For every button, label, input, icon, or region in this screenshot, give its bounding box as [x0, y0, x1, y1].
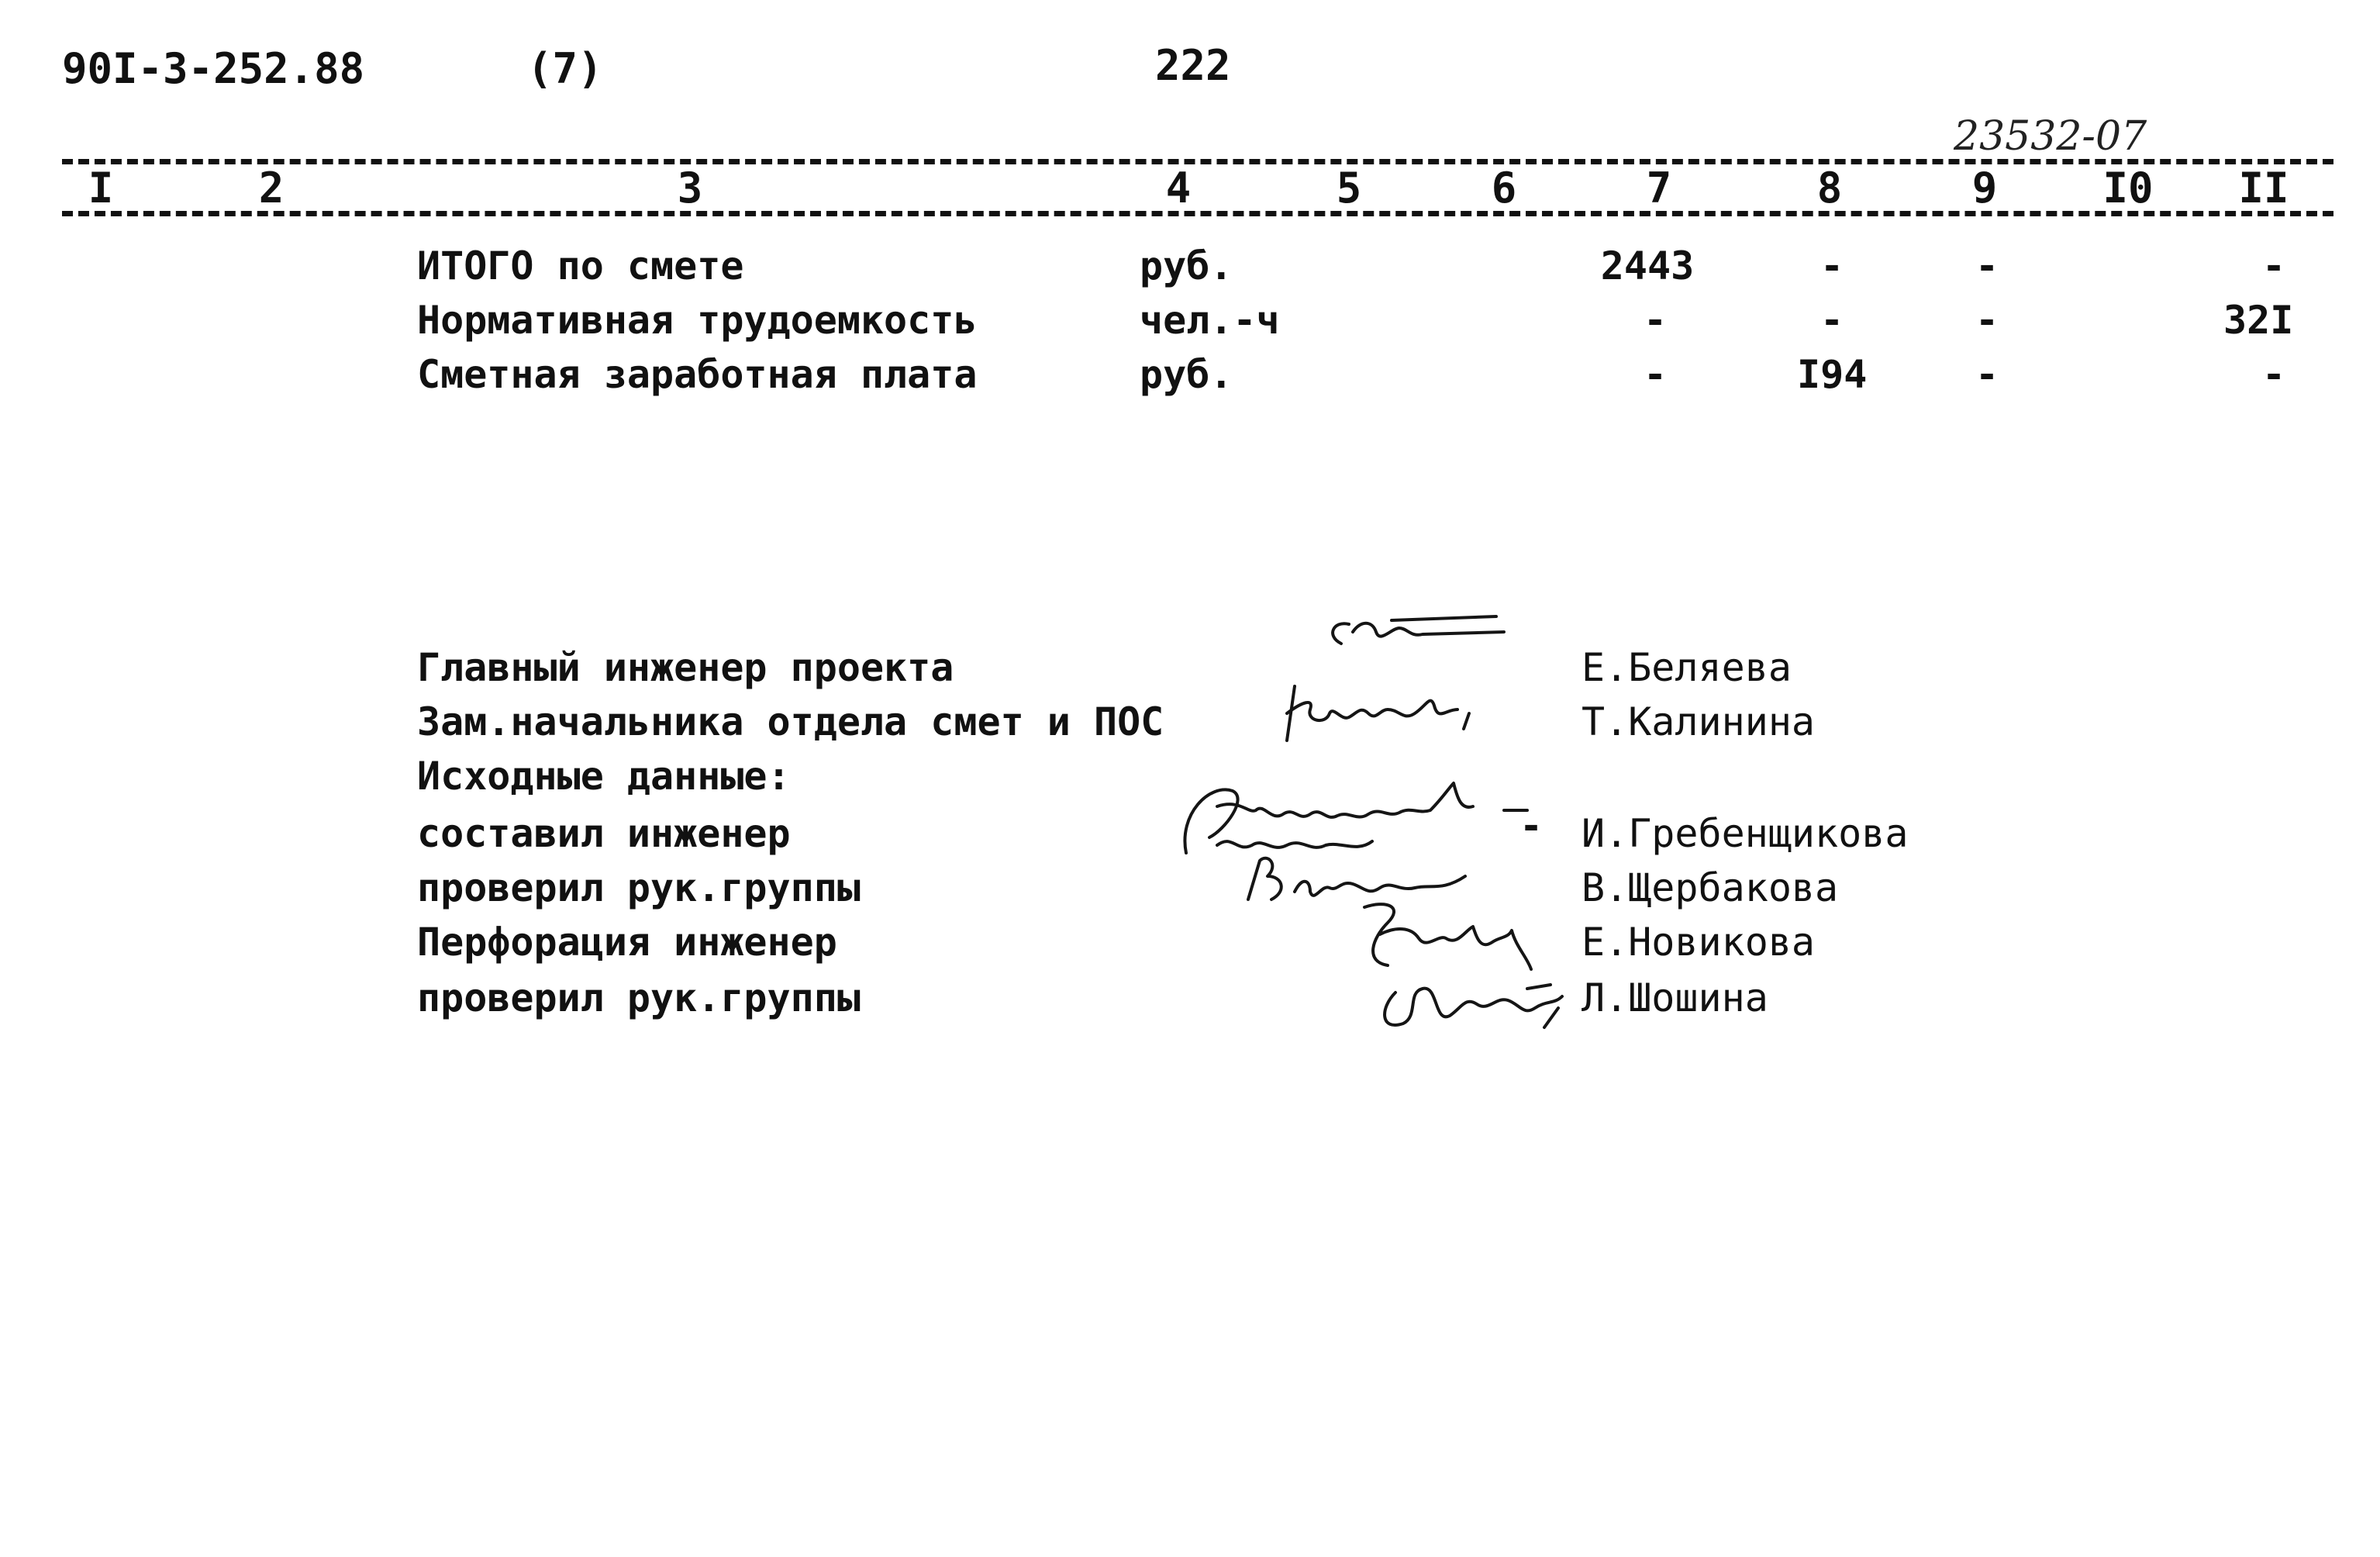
row-col11: - [2262, 243, 2286, 288]
column-header-10: I0 [2102, 164, 2154, 212]
row-col9: - [1975, 352, 1999, 397]
sheet-mark: (7) [527, 44, 603, 93]
row-col9: - [1975, 298, 1999, 343]
column-header-5: 5 [1336, 164, 1362, 212]
name-novikova: Е.Новикова [1581, 920, 1816, 965]
name-shcherbakova: В.Щербакова [1581, 865, 1839, 910]
column-header-1: I [88, 164, 114, 212]
row-name: Нормативная трудоемкость [417, 298, 978, 343]
role-deputy-head: Зам.начальника отдела смет и ПОС [417, 699, 1164, 744]
page-number: 222 [1155, 41, 1231, 90]
signature-dash: - [1519, 803, 1544, 848]
row-col7: - [1644, 352, 1668, 397]
row-unit: руб. [1140, 243, 1233, 288]
column-header-8: 8 [1816, 164, 1843, 212]
row-name: Сметная заработная плата [417, 352, 978, 397]
role-source-data: Исходные данные: [417, 754, 791, 799]
row-col11: - [2262, 352, 2286, 397]
role-compiled-by: составил инженер [417, 811, 791, 856]
row-col8: - [1820, 298, 1844, 343]
name-kalinina: Т.Калинина [1581, 699, 1816, 744]
row-col7: 2443 [1600, 243, 1695, 288]
row-col9: - [1975, 243, 1999, 288]
name-shoshina: Л.Шошина [1581, 975, 1768, 1020]
row-col8: I94 [1797, 352, 1868, 397]
column-header-11: II [2238, 164, 2289, 212]
signature-shoshina [1364, 961, 1581, 1039]
column-header-3: 3 [677, 164, 703, 212]
column-header-2: 2 [258, 164, 285, 212]
signature-belyaeva [1318, 605, 1519, 659]
row-unit: чел.-ч [1140, 298, 1280, 343]
signature-kalinina [1271, 675, 1504, 744]
column-header-6: 6 [1491, 164, 1517, 212]
role-chief-engineer: Главный инженер проекта [417, 645, 954, 690]
row-col8: - [1820, 243, 1844, 288]
role-checked-by-1: проверил рук.группы [417, 865, 861, 910]
name-grebenshchikova: И.Гребенщикова [1581, 811, 1909, 856]
role-checked-by-2: проверил рук.группы [417, 975, 861, 1020]
name-belyaeva: Е.Беляева [1581, 645, 1792, 690]
column-header-9: 9 [1971, 164, 1998, 212]
row-col11: 32I [2223, 298, 2294, 343]
column-header-7: 7 [1646, 164, 1672, 212]
document-code: 90I-3-252.88 [62, 44, 365, 93]
role-perforation: Перфорация инженер [417, 920, 837, 965]
row-unit: руб. [1140, 352, 1233, 397]
archive-number: 23532-07 [1954, 113, 2147, 160]
column-header-4: 4 [1165, 164, 1192, 212]
row-col7: - [1644, 298, 1668, 343]
row-name: ИТОГО по смете [417, 243, 744, 288]
